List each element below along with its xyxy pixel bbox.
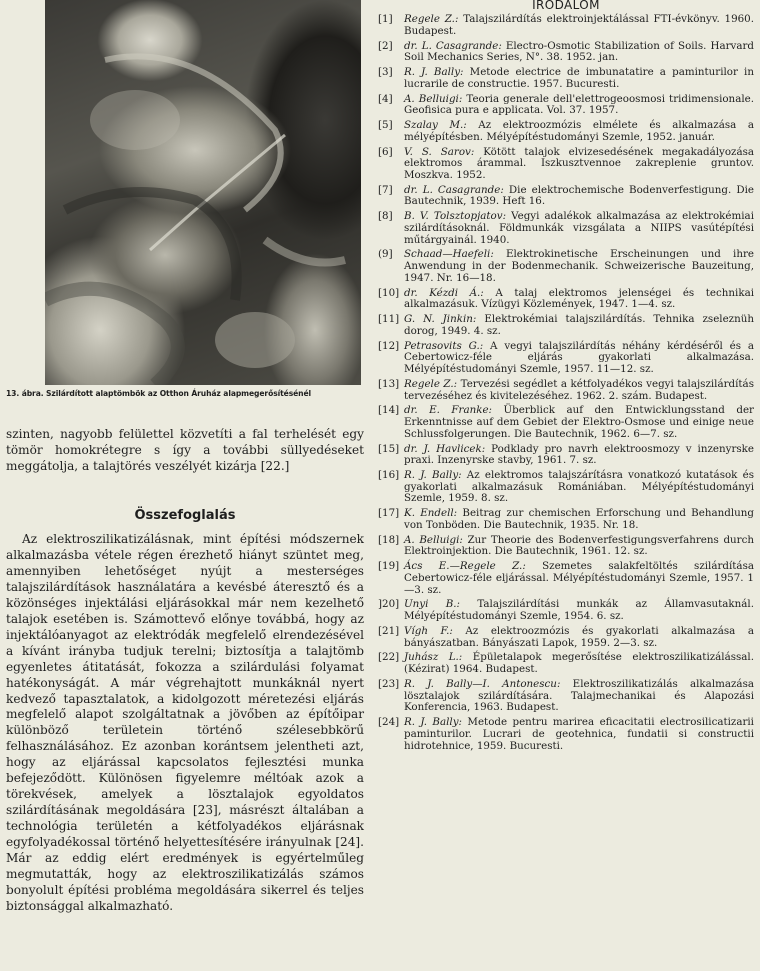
reference-number: [24] xyxy=(378,716,400,729)
reference-number: [22] xyxy=(378,651,400,664)
reference-author: K. Endell: xyxy=(404,507,458,520)
reference-number: [23] xyxy=(378,677,400,690)
figure-photo xyxy=(45,0,361,385)
reference-author: Juhász L.: xyxy=(404,651,463,664)
reference-item xyxy=(378,41,754,64)
reference-number: [17] xyxy=(378,507,400,520)
reference-body: Die elektrochemische Bodenverfestigung. Die Bautechnik, 1939. Heft 16. xyxy=(404,183,754,208)
reference-author: dr. E. Franke: xyxy=(404,404,493,417)
reference-item xyxy=(378,94,754,117)
summary-paragraph: Az elektroszilikatizálásnak, mint építési módszernek alkalmazásba vétele régen érezhető hiányt szüntet meg, amennyiben lehetőséget nyújt a mesterséges talajszilárdítások használatára a kevésbé áteresztő és a közönséges injektálási eljárásokkal már nem kezelhető talajok esetében is. Számottevő előnye továbbá, hogy az injektálóanyagot az elektródák megfelelő elrendezésével a kívánt irányba tudjuk terelni; biztosítja a talajtömb egyenletes átitatását, fokozza a szilárdulási folyamat hatékonyságát. A már végrehajtott munkáknál nyert kedvező tapasztalatok, a kidolgozott méretezési eljárás megfelelő alapot szolgáltatnak a jövőben az építőipar különböző területein történő szélesebbkörű felhasználásához. Ez azonban korántsem jelentheti azt, hogy az eljárással kapcsolatos fejlesztési munka befejeződött. Különösen figyelemre méltóak azok a törekvések, amelyek a lösztalajok egyoldatos szilárdításának megoldására [23], másrészt általában a technológia területén a kétfolyadékos eljárásnak egyfolyadékossal történő helyettesítésére irányulnak [24]. Már az eddig elért eredmények is egyértelműleg megmutatták, hogy az elektroszilikatizálás számos bonyolult építési probléma megoldására sikerrel és teljes biztonsággal alkalmazható. xyxy=(6,532,364,913)
reference-number: [5] xyxy=(378,119,393,131)
reference-author: R. J. Bally: xyxy=(404,66,464,78)
reference-item xyxy=(378,147,754,182)
reference-body: Teoria generale dell'elettrogeoosmosi tridimensionale. Geofisica pura e applicata. Vol. 37. 1957. xyxy=(404,92,754,117)
reference-body: Podklady pro navrh elektroosmozy v inzenyrske praxi. Inzenyrske stavby, 1961. 7. sz. xyxy=(404,442,754,467)
reference-body: Elektrokémiai talajszilárdítás. Tehnika zseleznüh dorog, 1949. 4. sz. xyxy=(404,313,754,337)
reference-item xyxy=(378,379,754,402)
reference-body: Vegyi adalékok alkalmazása az elektrokémiai szilárdításoknál. Földmunkák vizsgálata a NIIPS vasútépítési műtárgyainál. 1940. xyxy=(404,210,754,246)
reference-body: Beitrag zur chemischen Erforschung und Behandlung von Tonböden. Die Bautechnik, 1935. Nr. 18. xyxy=(404,507,754,531)
reference-item xyxy=(378,314,754,337)
reference-body: A vegyi talajszilárdítás néhány kérdéséről és a Cebertowicz-féle eljárás gyakorlati alkalmazása. Mélyépítéstudományi Szemle, 1957. 11—12. sz. xyxy=(404,339,755,376)
reference-item xyxy=(378,626,754,649)
reference-author: A. Belluigi: xyxy=(404,533,463,546)
reference-body: A talaj elektromos jelenségei és technikai alkalmazásuk. Vízügyi Közlemények, 1947. 1—4. sz. xyxy=(404,286,754,311)
reference-number: [15] xyxy=(378,442,400,455)
reference-author: dr. J. Havlicek: xyxy=(404,442,486,455)
reference-text xyxy=(404,147,754,182)
reference-item xyxy=(378,508,754,531)
reference-number: [14] xyxy=(378,404,400,417)
reference-text xyxy=(404,211,754,246)
reference-item xyxy=(378,561,754,596)
reference-text xyxy=(404,561,754,596)
paragraph-continuation: szinten, nagyobb felülettel közvetíti a fal terhelését egy tömör homokrétegre s így a további süllyedéseket meggátolja, a talajtörés veszélyét kizárja [22.] xyxy=(6,427,364,473)
reference-text xyxy=(404,679,754,714)
reference-text xyxy=(404,341,754,376)
reference-item xyxy=(378,288,754,311)
reference-body: Kötött talajok elvizesedésének megakadályozása elektromos árammal. Iszkusztvennoe zakreplenie gruntov. Moszkva. 1952. xyxy=(404,145,755,181)
reference-item xyxy=(378,185,754,208)
reference-text xyxy=(404,535,754,558)
reference-author: Schaad—Haefeli: xyxy=(404,248,494,261)
reference-text xyxy=(404,67,754,90)
reference-author: dr. Kézdi Á.: xyxy=(404,286,484,299)
reference-body: Az elektroozmózis elmélete és alkalmazása a mélyépítésben. Mélyépítéstudományi Szemle, 1952. január. xyxy=(404,119,754,143)
reference-text xyxy=(404,288,754,311)
reference-text xyxy=(404,185,754,208)
reference-author: B. V. Tolsztopjatov: xyxy=(404,210,507,223)
reference-number: [3] xyxy=(378,66,393,78)
reference-body: Elektrokinetische Erscheinungen und ihre Anwendung in der Bodenmechanik. Schweizerische Bauzeitung, 1947. Nr. 16—18. xyxy=(404,248,754,284)
reference-body: Elektroszilikatizálás alkalmazása lösztalajok szilárdítására. Talajmechanikai és Alapozási Konferencia, 1963. Budapest. xyxy=(404,677,754,714)
reference-item xyxy=(378,211,754,246)
reference-number: [4] xyxy=(378,92,393,105)
reference-text xyxy=(404,314,754,337)
reference-item xyxy=(378,652,754,675)
reference-author: R. J. Bally: xyxy=(404,469,462,482)
reference-number: [18] xyxy=(378,533,400,546)
reference-number: [21] xyxy=(378,624,400,637)
reference-body: Az elektromos talajszárításra vonatkozó kutatások és gyakorlati alkalmazásuk Romániában. Mélyépítéstudományi Szemle, 1959. 8. sz. xyxy=(404,469,754,505)
reference-body: Zur Theorie des Bodenverfestigungsverfahrens durch Elektroinjektion. Die Bautechnik, 1961. 12. sz. xyxy=(404,533,754,558)
reference-body: Talajszilárdítás elektroinjektálással FTI-évkönyv. 1960. Budapest. xyxy=(404,13,754,37)
reference-text xyxy=(404,14,754,37)
reference-text xyxy=(404,508,754,531)
reference-item xyxy=(378,405,754,440)
reference-item xyxy=(378,249,754,284)
reference-list xyxy=(378,14,754,755)
reference-author: Vígh F.: xyxy=(404,624,453,637)
reference-body: Szemetes salakfeltöltés szilárdítása Cebertowicz-féle eljárással. Mélyépítéstudományi Szemle, 1957. 1—3. sz. xyxy=(404,560,754,596)
reference-text xyxy=(404,94,754,117)
reference-item xyxy=(378,341,754,376)
reference-body: Metode electrice de imbunatatire a paminturilor in lucrarile de constructie. 1957. Bucuresti. xyxy=(404,66,754,90)
reference-body: Az elektroozmózis és gyakorlati alkalmazása a bányászatban. Bányászati Lapok, 1959. 2—3. sz. xyxy=(404,624,754,649)
reference-text xyxy=(404,717,754,752)
reference-author: R. J. Bally—I. Antonescu: xyxy=(404,677,561,690)
reference-text xyxy=(404,599,754,622)
reference-number: [10] xyxy=(378,286,400,299)
reference-text xyxy=(404,626,754,649)
reference-author: R. J. Bally: xyxy=(404,716,463,729)
reference-item xyxy=(378,470,754,505)
reference-number: [13] xyxy=(378,377,400,390)
reference-author: dr. L. Casagrande: xyxy=(404,39,502,52)
reference-number: ]20] xyxy=(378,598,400,611)
reference-author: Regele Z.: xyxy=(404,377,458,390)
reference-body: Tervezési segédlet a kétfolyadékos vegyi talajszilárdítás tervezéséhez és kivitelezéséhez. 1962. 2. szám. Budapest. xyxy=(404,377,754,402)
reference-item xyxy=(378,14,754,37)
reference-text xyxy=(404,444,754,467)
reference-author: Petrasovits G.: xyxy=(404,339,484,352)
reference-author: V. S. Sarov: xyxy=(404,145,475,158)
reference-author: dr. L. Casagrande: xyxy=(404,183,504,196)
reference-text xyxy=(404,470,754,505)
reference-number: [6] xyxy=(378,145,393,158)
reference-number: [2] xyxy=(378,39,393,52)
reference-text xyxy=(404,405,754,440)
reference-number: (9] xyxy=(378,248,393,261)
figure-caption: 13. ábra. Szilárdított alaptömbök az Otthon Áruház alapmegerősítésénél xyxy=(6,389,312,398)
reference-body: Electro-Osmotic Stabilization of Soils. Harvard Soil Mechanics Series, N°. 38. 1952. jan. xyxy=(404,39,754,64)
reference-body: Überblick auf den Entwicklungsstand der Erkenntnisse auf dem Gebiet der Elektro-Osmose und einige neue Schlussfolgerungen. Die Bautechnik, 1962. 6—7. sz. xyxy=(404,404,754,440)
reference-number: [1] xyxy=(378,13,393,25)
reference-item xyxy=(378,444,754,467)
reference-item xyxy=(378,120,754,143)
reference-number: [7] xyxy=(378,183,393,196)
reference-number: [12] xyxy=(378,339,400,352)
reference-number: [8] xyxy=(378,210,393,223)
reference-text xyxy=(404,379,754,402)
section-heading: Összefoglalás xyxy=(134,508,236,523)
reference-item xyxy=(378,599,754,622)
reference-number: [19] xyxy=(378,560,400,573)
reference-text xyxy=(404,120,754,143)
reference-text xyxy=(404,249,754,284)
reference-body: Talajszilárdítási munkák az Államvasutaknál. Mélyépítéstudományi Szemle, 1954. 6. sz. xyxy=(404,598,754,623)
reference-author: G. N. Jinkin: xyxy=(404,313,477,326)
reference-author: Ács E.—Regele Z.: xyxy=(404,560,526,573)
reference-item xyxy=(378,679,754,714)
reference-item xyxy=(378,535,754,558)
reference-number: [11] xyxy=(378,313,400,326)
reference-number: [16] xyxy=(378,469,400,482)
reference-body: Épületalapok megerősítése elektroszilikatizálással. (Kézirat) 1964. Budapest. xyxy=(404,651,755,676)
reference-body: Metode pentru marirea eficacitatii electrosilicatizarii paminturilor. Lucrari de geotehnica, fundatii si constructii hidrotehnice, 1959. Bucuresti. xyxy=(404,716,754,752)
reference-author: Regele Z.: xyxy=(404,13,459,25)
reference-item xyxy=(378,717,754,752)
photo-texture xyxy=(45,0,361,385)
reference-author: Szalay M.: xyxy=(404,119,467,131)
reference-item xyxy=(378,67,754,90)
reference-author: A. Belluigi: xyxy=(404,92,463,105)
reference-text xyxy=(404,41,754,64)
reference-author: Unyi B.: xyxy=(404,598,461,611)
references-title: IRODALOM xyxy=(532,0,600,12)
reference-text xyxy=(404,652,754,675)
